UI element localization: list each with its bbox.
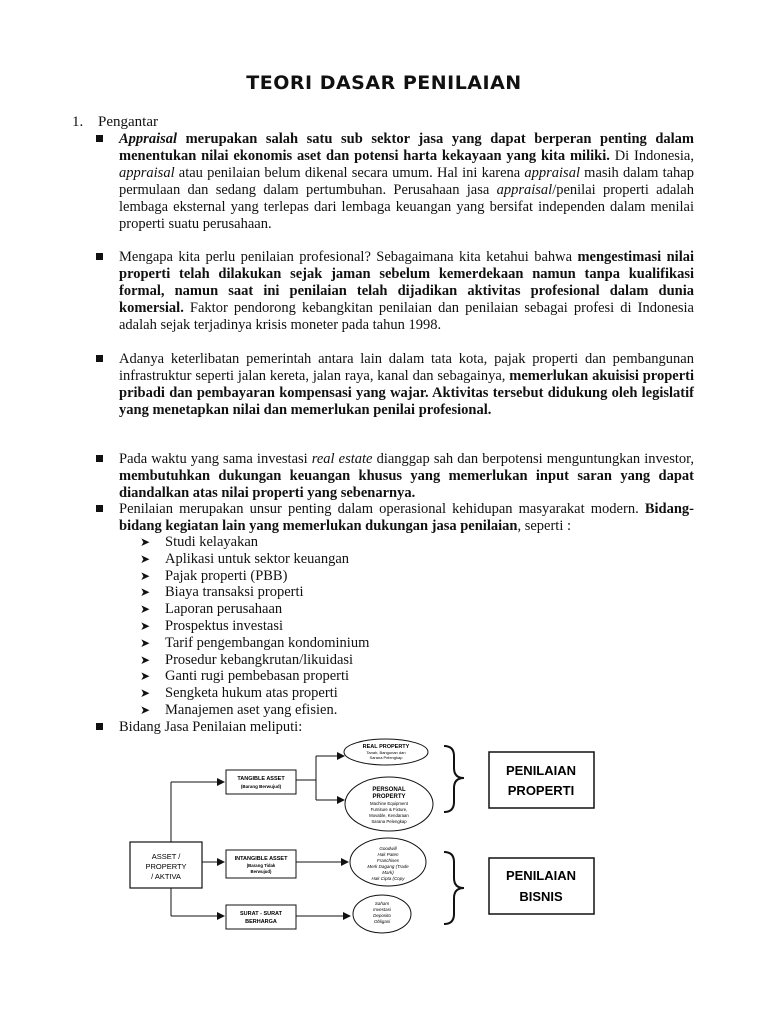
bullet-square	[96, 505, 103, 512]
text-segment: memerlukan akuisisi properti pribadi dan pembayaran kompensasi yang wajar. Aktivitas tersebut didukung oleh legislatif yang menetapkan nilai dan memerlukan penilai profesional.	[119, 368, 694, 418]
svg-text:PROPERTY: PROPERTY	[145, 862, 187, 871]
text-segment: Adanya keterlibatan pemerintah antara lain dalam tata kota, pajak properti dan pembangunan infrastruktur seperti jalan kereta, jalan raya, kanal dan sebagainya,	[119, 351, 694, 384]
svg-text:Furniture & Fixture,: Furniture & Fixture,	[370, 807, 408, 812]
svg-text:PENILAIAN: PENILAIAN	[505, 763, 577, 778]
text-segment: appraisal	[119, 165, 175, 181]
bullet-square	[96, 455, 103, 462]
paragraph-text	[119, 249, 694, 334]
text-segment: dianggap sah dan berpotensi menguntungkan investor,	[372, 451, 695, 467]
arrow-bullet-icon: ➤	[140, 669, 151, 684]
paragraph-appraisal	[96, 131, 694, 233]
bullet-square	[96, 253, 103, 260]
svg-text:Deposito: Deposito	[373, 913, 391, 918]
svg-text:Movable, Kendaraan: Movable, Kendaraan	[369, 813, 409, 818]
list-item: ➤ Prospektus investasi	[140, 617, 284, 634]
asset-property-box	[130, 842, 202, 888]
arrow-bullet-icon: ➤	[140, 618, 151, 633]
personal-property-ellipse	[345, 777, 433, 831]
text-segment: /penilai properti adalah lembaga eksternal yang terlepas dari lembaga keuangan yang bersifat independen dalam menilai properti suatu perusahaan.	[119, 182, 694, 232]
svg-text:TANGIBLE ASSET: TANGIBLE ASSET	[237, 776, 285, 782]
paragraph-profesional	[96, 249, 694, 334]
svg-text:Sarana Pelengkap: Sarana Pelengkap	[371, 819, 407, 824]
section-label: Pengantar	[98, 114, 158, 130]
text-segment: real estate	[311, 451, 373, 467]
text-segment: merupakan salah satu sub sektor jasa yang dapat berperan penting dalam menentukan nilai ekonomis aset dan potensi harta kekayaan yang kita miliki.	[119, 131, 694, 164]
arrow-bullet-icon: ➤	[140, 635, 151, 650]
valuation-diagram	[118, 734, 638, 954]
svg-text:ASSET /: ASSET /	[151, 852, 181, 861]
text-segment: appraisal	[524, 165, 580, 181]
list-item: ➤ Tarif pengembangan kondominium	[140, 634, 370, 651]
penilaian-bisnis-box	[489, 858, 594, 914]
list-item: ➤ Sengketa hukum atas properti	[140, 685, 338, 702]
section-number: 1.	[72, 114, 84, 130]
paragraph-text	[119, 451, 694, 502]
page-title: TEORI DASAR PENILAIAN	[246, 72, 522, 94]
bullet-square	[96, 355, 103, 362]
text-segment: , seperti :	[517, 518, 572, 534]
arrow-bullet-icon: ➤	[140, 602, 151, 617]
text-segment: Appraisal	[119, 131, 178, 147]
paragraph-unsur-penting	[96, 501, 694, 535]
svg-text:(Barang Tidak: (Barang Tidak	[246, 863, 276, 868]
text-segment: Mengapa kita perlu penilaian profesional? Sebagaimana kita ketahui bahwa	[119, 249, 578, 265]
text-segment: Penilaian merupakan unsur penting dalam operasional kehidupan masyarakat modern.	[119, 501, 645, 517]
paragraph-pemerintah	[96, 351, 694, 419]
svg-text:Franchises: Franchises	[376, 858, 400, 863]
list-item: ➤ Laporan perusahaan	[140, 601, 283, 618]
svg-text:/ AKTIVA: / AKTIVA	[151, 872, 181, 881]
svg-text:REAL PROPERTY: REAL PROPERTY	[362, 744, 410, 750]
svg-text:Machine Equipment: Machine Equipment	[370, 801, 408, 806]
text-segment: Pada waktu yang sama investasi	[119, 451, 312, 467]
arrow-bullet-icon: ➤	[140, 568, 151, 583]
real-property-ellipse	[344, 739, 428, 765]
list-item: ➤ Pajak properti (PBB)	[140, 567, 288, 584]
list-item: ➤ Aplikasi untuk sektor keuangan	[140, 550, 350, 567]
svg-text:Investasi: Investasi	[373, 907, 391, 912]
svg-text:PROPERTI: PROPERTI	[507, 783, 575, 798]
surat-berharga-box	[226, 905, 296, 929]
svg-text:Merk Dagang (Trade: Merk Dagang (Trade	[367, 864, 409, 869]
bullet-square	[96, 723, 103, 730]
svg-text:Tanah, Bangunan dan: Tanah, Bangunan dan	[366, 750, 406, 755]
paragraph-text	[119, 351, 694, 419]
text-segment: Bidang Jasa Penilaian meliputi:	[119, 719, 303, 735]
text-segment: masih dalam tahap permulaan dan sedang dalam pertumbuhan. Perusahaan jasa	[119, 165, 694, 198]
arrow-bullet-icon: ➤	[140, 652, 151, 667]
section-heading	[72, 114, 158, 131]
list-item: ➤ Ganti rugi pembebasan properti	[140, 668, 350, 685]
text-segment: atau penilaian belum dikenal secara umum. Hal ini karena	[174, 165, 525, 181]
activity-list	[140, 534, 369, 719]
svg-text:SURAT - SURAT: SURAT - SURAT	[240, 911, 282, 917]
arrow-bullet-icon: ➤	[140, 686, 151, 701]
paragraph-text	[119, 501, 694, 535]
text-segment: appraisal	[496, 182, 553, 198]
svg-text:Obligasi: Obligasi	[373, 919, 391, 924]
tangible-asset-box	[226, 770, 296, 794]
intangible-items-ellipse	[350, 838, 426, 886]
svg-text:PENILAIAN: PENILAIAN	[505, 868, 577, 883]
list-item: ➤ Biaya transaksi properti	[140, 584, 304, 601]
list-item: ➤ Studi kelayakan	[140, 534, 259, 550]
list-item: ➤ Prosedur kebangkrutan/likuidasi	[140, 651, 354, 668]
arrow-bullet-icon: ➤	[140, 585, 151, 600]
svg-text:(Barang Berwujud): (Barang Berwujud)	[240, 784, 282, 789]
svg-text:Goodwill: Goodwill	[379, 846, 397, 851]
text-segment: membutuhkan dukungan keuangan khusus yang memerlukan input saran yang dapat diandalkan atas nilai properti yang sebenarnya.	[119, 468, 694, 501]
svg-text:Hak Paten: Hak Paten	[377, 852, 399, 857]
svg-text:Mark): Mark)	[382, 870, 394, 875]
arrow-bullet-icon: ➤	[140, 551, 151, 566]
list-item: ➤ Manajemen aset yang efisien.	[140, 701, 338, 718]
arrow-bullet-icon: ➤	[140, 702, 151, 717]
svg-text:BISNIS: BISNIS	[519, 889, 563, 904]
text-segment: Faktor pendorong kebangkitan penilaian dan penilaian sebagai profesi di Indonesia adalah sejak terjadinya krisis moneter pada tahun 1998.	[119, 300, 694, 333]
svg-text:Hak Cipta (Copy: Hak Cipta (Copy	[371, 876, 405, 881]
arrow-bullet-icon: ➤	[140, 535, 151, 549]
text-segment: Bidang-bidang kegiatan lain yang memerlukan dukungan jasa penilaian	[119, 501, 694, 534]
penilaian-properti-box	[489, 752, 594, 808]
svg-text:PERSONAL: PERSONAL	[372, 787, 406, 793]
text-segment: mengestimasi nilai properti telah dilakukan sejak jaman sebelum kemerdekaan namun tanpa kualifikasi formal, namun saat ini penilaian telah dijadikan aktivitas profesional dalam dunia komersial.	[119, 249, 694, 316]
intangible-asset-box	[226, 850, 296, 878]
bullet-square	[96, 135, 103, 142]
svg-text:Saham: Saham	[374, 901, 390, 906]
bracket-bisnis	[444, 852, 464, 924]
svg-text:BERHARGA: BERHARGA	[245, 919, 277, 925]
svg-text:Sarana Pelengkap: Sarana Pelengkap	[369, 755, 403, 760]
svg-text:INTANGIBLE ASSET: INTANGIBLE ASSET	[234, 856, 288, 862]
bracket-properti	[444, 746, 464, 812]
paragraph-real-estate	[96, 451, 694, 502]
surat-items-ellipse	[353, 895, 411, 933]
svg-text:PROPERTY: PROPERTY	[372, 794, 406, 800]
text-segment: Di Indonesia,	[609, 148, 694, 164]
paragraph-text	[119, 131, 694, 233]
svg-text:Berwujud): Berwujud)	[250, 869, 272, 874]
